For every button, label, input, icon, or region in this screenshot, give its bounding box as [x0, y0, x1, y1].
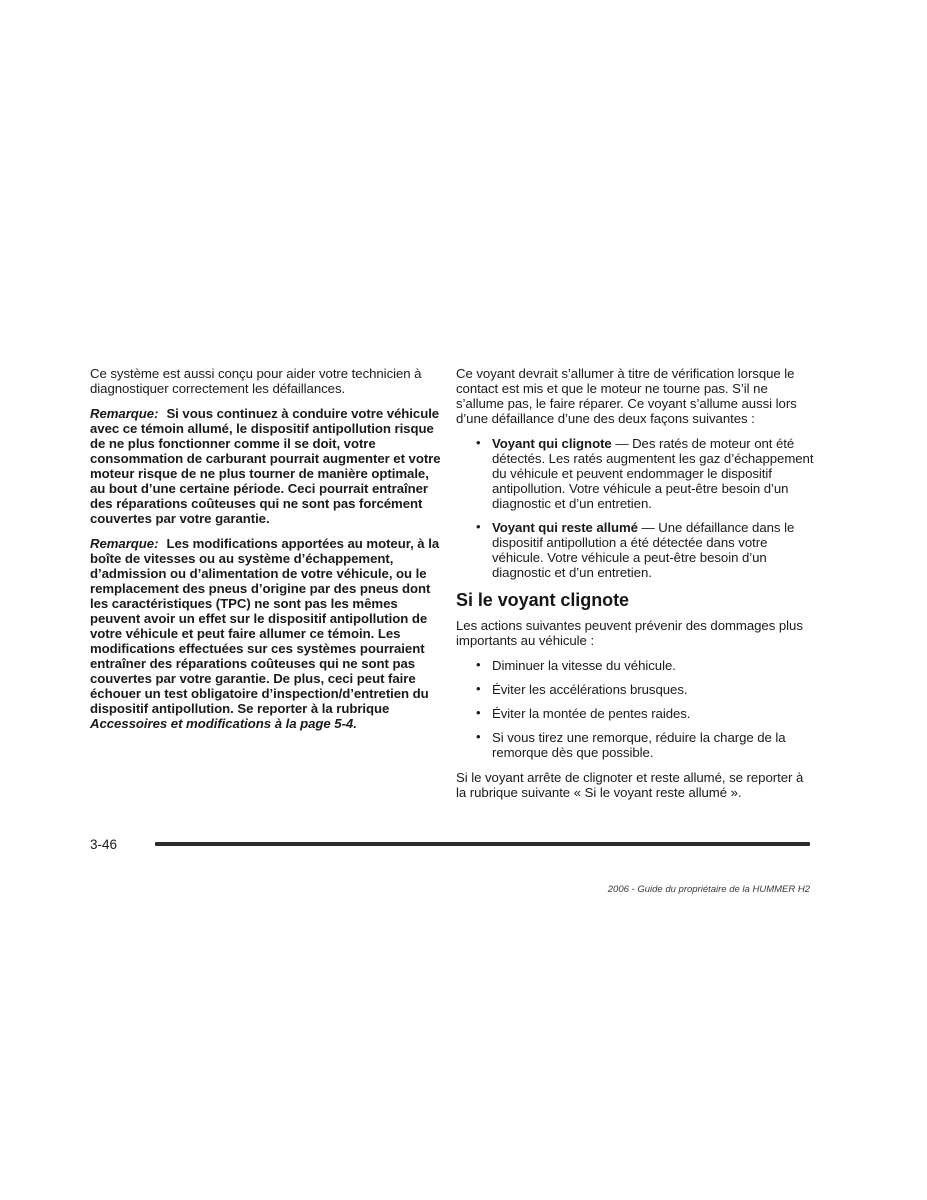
actions-intro-paragraph: Les actions suivantes peuvent prévenir des dommages plus importants au véhicule :: [456, 618, 803, 648]
left-column: [90, 366, 442, 741]
lamp-check-paragraph: Ce voyant devrait s’allumer à titre de vérification lorsque le contact est mis et que le moteur ne tourne pas. S’il ne s’allume pas, le faire réparer. Ce voyant s’allume aussi lors d’une défaillance d’une des deux façons suivantes :: [456, 366, 797, 426]
bullet-icon: •: [476, 519, 481, 534]
note-text: Si vous continuez à conduire votre véhicule avec ce témoin allumé, le dispositif antipollution risque de ne plus fonctionner comme il se doit, votre consommation de carburant pourrait augmenter et votre moteur risque de ne plus tourner de manière optimale, au bout d’une certaine période. Ceci pourrait entraîner des réparations coûteuses qui ne sont pas forcément couvertes par votre garantie.: [90, 406, 441, 526]
lamp-behavior-list: [456, 436, 814, 580]
list-item-text: Voyant qui reste allumé — Une défaillance dans le dispositif antipollution a été détectée dans votre véhicule. Votre véhicule a peut-être besoin d’un diagnostic et d’un entretien.: [492, 520, 795, 580]
note-label: Remarque:: [90, 536, 159, 551]
list-item: [456, 658, 814, 673]
note-paragraph-1: [90, 406, 442, 526]
intro-paragraph: Ce système est aussi conçu pour aider votre technicien à diagnostiquer correctement les défaillances.: [90, 366, 422, 396]
list-item-text: Diminuer la vitesse du véhicule.: [492, 658, 676, 673]
list-item: [456, 436, 814, 511]
bullet-icon: •: [476, 657, 481, 672]
list-item: [456, 520, 814, 580]
page-number: 3-46: [90, 837, 118, 852]
bullet-icon: •: [476, 705, 481, 720]
bullet-icon: •: [476, 681, 481, 696]
list-item-term: Voyant qui reste allumé: [492, 520, 638, 535]
actions-list: [456, 658, 814, 760]
note-text: Les modifications apportées au moteur, à la boîte de vitesses ou au système d’échappement, d’admission ou d’alimentation de votre véhicule, ou le remplacement des pneus d’origine par des pneus dont les caractéristiques (TPC) ne sont pas les mêmes peuvent avoir un effet sur le dispositif antipollution de votre véhicule et peut faire allumer ce témoin. Les modifications effectuées sur ces systèmes pourraient entraîner des réparations coûteuses qui ne sont pas couvertes par votre garantie. De plus, ceci peut faire échouer un test obligatoire d’inspection/d’entretien du dispositif antipollution. Se reporter à la rubrique: [90, 536, 440, 716]
right-column: [456, 366, 814, 810]
list-item: [456, 706, 814, 721]
list-item: [456, 730, 814, 760]
list-item-text: Voyant qui clignote — Des ratés de moteur ont été détectés. Les ratés augmentent les gaz d’échappement du véhicule et peuvent endommager le dispositif antipollution. Votre véhicule a peut-être besoin d’un diagnostic et d’un entretien.: [492, 436, 814, 511]
list-item-term: Voyant qui clignote: [492, 436, 612, 451]
list-item-text: Éviter la montée de pentes raides.: [492, 706, 691, 721]
list-item-text: Si vous tirez une remorque, réduire la charge de la remorque dès que possible.: [492, 730, 786, 760]
note-label: Remarque:: [90, 406, 159, 421]
list-item: [456, 682, 814, 697]
footer-text: 2006 - Guide du propriétaire de la HUMMER H2: [607, 884, 810, 895]
note-paragraph-2: [90, 536, 442, 731]
cross-reference: Accessoires et modifications à la page 5-4.: [90, 716, 357, 731]
footer-rule: [155, 842, 810, 846]
closing-paragraph: Si le voyant arrête de clignoter et reste allumé, se reporter à la rubrique suivante « Si le voyant reste allumé ».: [456, 770, 804, 800]
bullet-icon: •: [476, 435, 481, 450]
list-item-text: Éviter les accélérations brusques.: [492, 682, 688, 697]
bullet-icon: •: [476, 729, 481, 744]
section-heading: Si le voyant clignote: [456, 590, 629, 610]
